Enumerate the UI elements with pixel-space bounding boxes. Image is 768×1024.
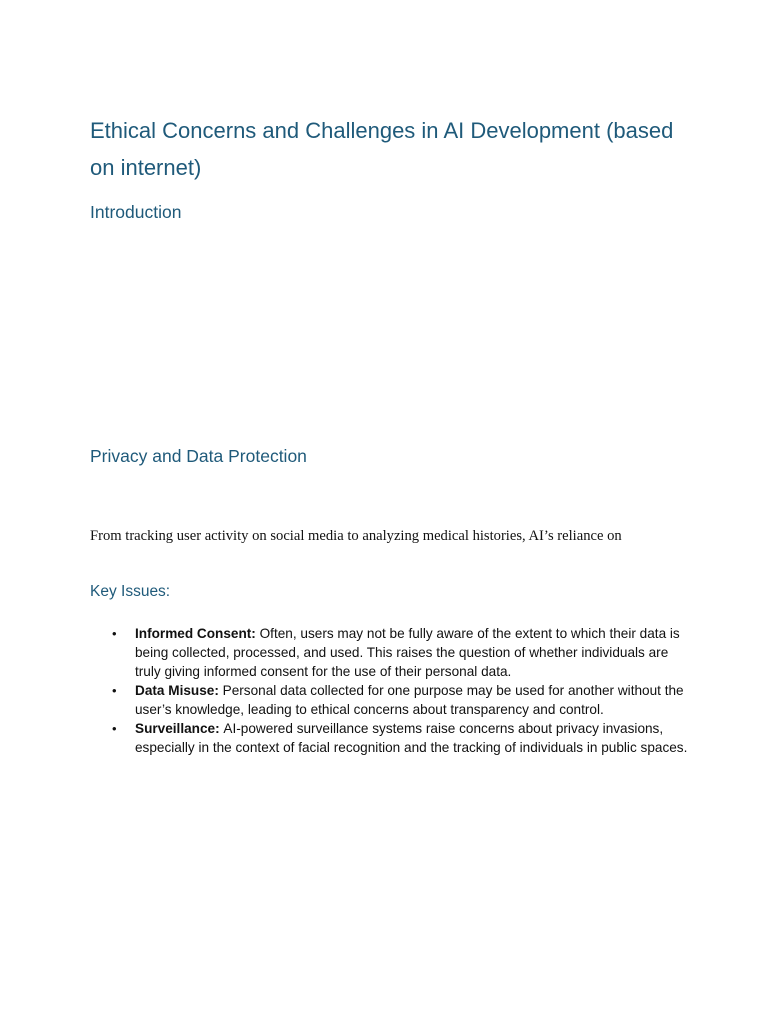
bullet-icon: • [112,683,117,698]
bullet-icon: • [112,626,117,641]
document-title: Ethical Concerns and Challenges in AI Development (based on internet) [90,118,674,180]
introduction-heading: Introduction [90,202,182,222]
issue-term: Informed Consent: [135,626,260,641]
issue-text: Often, users may not be fully aware of the extent to which their data is being collected, processed, and used. This raises the question of whether individuals are truly giving informed consent for the use of their personal data. [135,626,680,679]
list-item-informed-consent [90,624,690,681]
issue-text: AI-powered surveillance systems raise concerns about privacy invasions, especially in the context of facial recognition and the tracking of individuals in public spaces. [135,721,688,755]
key-issues-list [90,624,690,757]
issue-text: Personal data collected for one purpose may be used for another without the user’s knowledge, leading to ethical concerns about transparency and control. [135,683,684,717]
privacy-heading: Privacy and Data Protection [90,446,307,466]
issue-term: Data Misuse: [135,683,223,698]
key-issues-heading: Key Issues: [90,583,171,600]
list-item-data-misuse [90,681,690,719]
bullet-icon: • [112,721,117,736]
issue-term: Surveillance: [135,721,224,736]
list-item-surveillance [90,719,690,757]
privacy-paragraph: From tracking user activity on social media to analyzing medical histories, AI’s reliance on [90,528,622,544]
